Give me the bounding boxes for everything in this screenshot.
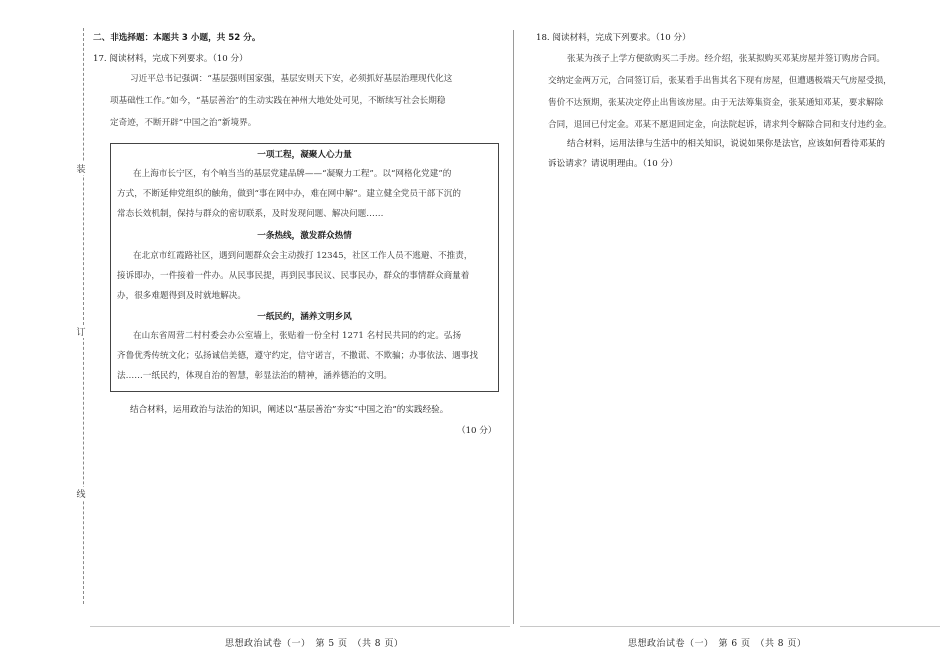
q18-material-line: 交纳定金两万元，合同签订后，张某看手出售其名下现有房屋，但遭遇极端天气房屋受损， xyxy=(548,76,892,86)
box-line: 法……一纸民约，体现自治的智慧，彰显法治的精神，涵养德治的文明。 xyxy=(117,371,393,381)
box-line: 接诉即办，一件接着一件办。从民事民提，再到民事民议、民事民办，群众的事情群众商量着 xyxy=(117,271,470,281)
binding-mark-xian: 线 xyxy=(74,487,88,500)
q18-task-line: 诉讼请求？请说明理由。（10 分） xyxy=(548,159,678,169)
q17-intro-line: 定奇迹，不断开辟“中国之治”新境界。 xyxy=(110,118,257,128)
footer-rule xyxy=(520,626,940,627)
page-footer-left: 思想政治试卷（一） 第 5 页 （共 8 页） xyxy=(225,639,404,649)
binding-mark-zhuang: 装 xyxy=(74,162,88,175)
q17-stem: 17. 阅读材料，完成下列要求。（10 分） xyxy=(93,54,248,64)
box-line: 在山东省周营二村村委会办公室墙上，张贴着一份全村 1271 名村民共同的约定。弘扬 xyxy=(133,331,462,341)
footer-rule xyxy=(90,626,510,627)
box-line: 方式，不断延伸党组织的触角，做到“事在网中办，难在网中解”。建立健全党员干部下沉的 xyxy=(117,189,461,199)
q18-stem: 18. 阅读材料，完成下列要求。（10 分） xyxy=(536,33,691,43)
box-heading: 一项工程，凝聚人心力量 xyxy=(257,150,352,160)
box-line: 齐鲁优秀传统文化；弘扬诚信美德，遵守约定，信守诺言，不撒谎、不欺骗；办事依法、遇事找 xyxy=(117,351,478,361)
q18-task-line: 结合材料，运用法律与生活中的相关知识，说说如果你是法官，应该如何看待邓某的 xyxy=(567,139,885,149)
q17-intro-line: 项基础性工作。”如今，“基层善治”的生动实践在神州大地处处可见，不断续写社会长期稳 xyxy=(110,96,446,106)
q18-material-line: 售价不达预期，张某决定停止出售该房屋。由于无法筹集资金，张某通知邓某，要求解除 xyxy=(548,98,884,108)
q18-material-line: 合同，退回已付定金。邓某不愿退回定金，向法院起诉，请求判令解除合同和支付违约金。 xyxy=(548,120,892,130)
box-line: 常态长效机制，保持与群众的密切联系，及时发现问题、解决问题…… xyxy=(117,209,384,219)
page-footer-right: 思想政治试卷（一） 第 6 页 （共 8 页） xyxy=(628,639,807,649)
box-line: 办，很多难题得到及时就地解决。 xyxy=(117,291,246,301)
q17-points: （10 分） xyxy=(457,426,497,436)
q17-intro-line: 习近平总书记强调：“基层强则国家强，基层安则天下安，必须抓好基层治理现代化这 xyxy=(130,74,453,84)
binding-line xyxy=(83,28,84,604)
q17-task: 结合材料，运用政治与法治的知识，阐述以“基层善治”夯实“中国之治”的实践经验。 xyxy=(130,405,449,415)
page-divider xyxy=(513,30,514,624)
box-line: 在北京市红霞路社区，遇到问题群众会主动拨打 12345，社区工作人员不逃避、不推责， xyxy=(133,251,473,261)
box-line: 在上海市长宁区，有个响当当的基层党建品牌——“凝聚力工程”。以“网格化党建”的 xyxy=(133,169,452,179)
q18-material-line: 张某为孩子上学方便欲购买二手房。经介绍，张某拟购买邓某房屋并签订购房合同。 xyxy=(567,54,885,64)
section-title: 二、非选择题：本题共 3 小题，共 52 分。 xyxy=(93,33,261,43)
box-heading: 一纸民约，涵养文明乡风 xyxy=(257,312,352,322)
box-heading: 一条热线，激发群众热情 xyxy=(257,231,352,241)
binding-mark-ding: 订 xyxy=(74,325,88,338)
